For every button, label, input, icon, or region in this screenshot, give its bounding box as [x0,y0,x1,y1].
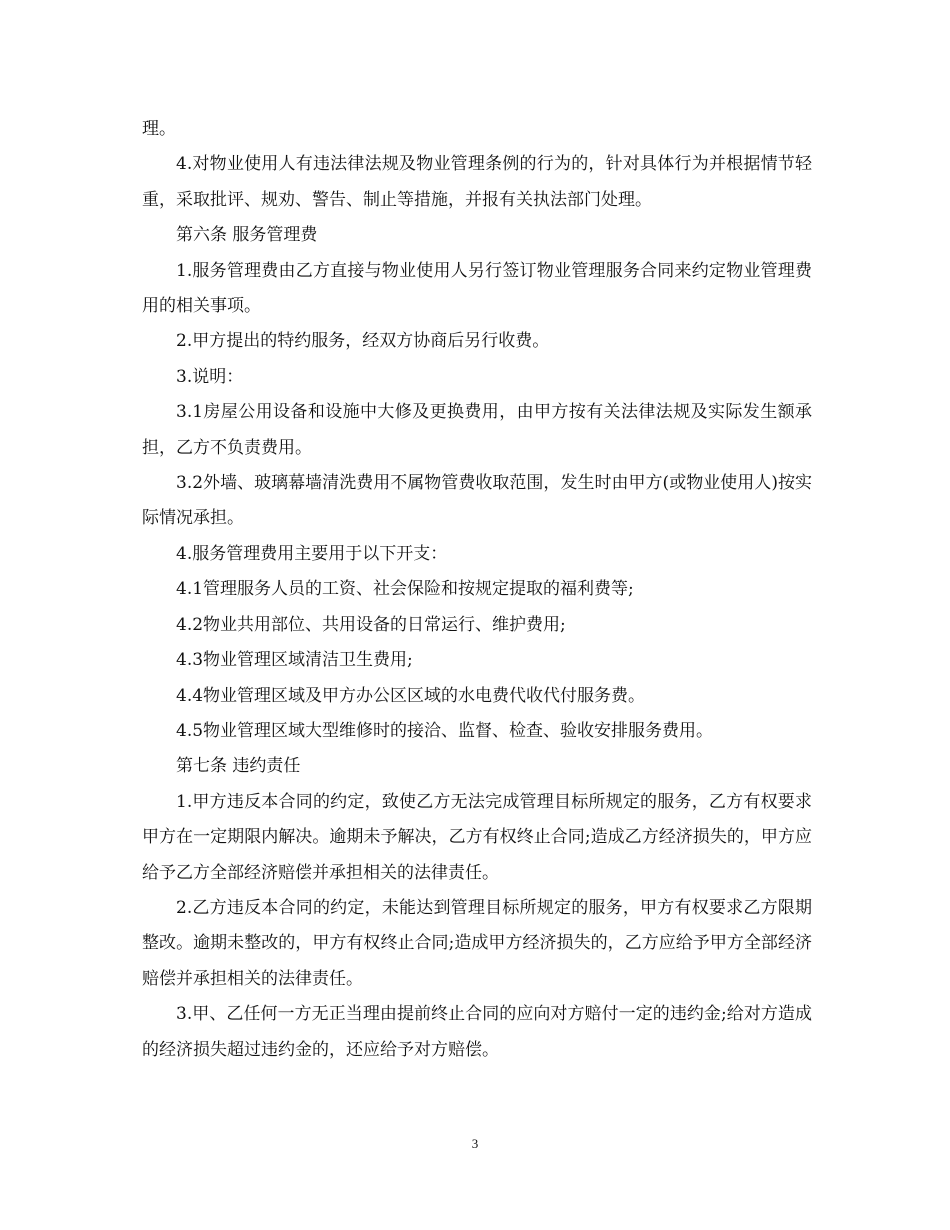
section-heading-article-7: 第七条 违约责任 [176,756,301,777]
paragraph-continuation: 理。 [142,119,176,139]
document-body [142,112,812,1068]
section-heading-article-6: 第六条 服务管理费 [176,225,318,246]
paragraph-clause-6-4: 4.服务管理费用主要用于以下开支： [176,543,448,564]
paragraph-clause-6-4-2: 4.2物业共用部位、共用设备的日常运行、维护费用; [176,614,566,635]
paragraph-clause-6-4-4: 4.4物业管理区域及甲方办公区区域的水电费代收代付服务费。 [176,685,646,706]
paragraph-clause-6-3: 3.说明： [176,366,244,387]
paragraph-clause-6-3-1: 3.1房屋公用设备和设施中大修及更换费用，由甲方按有关法律法规及实际发生额承担，乙方不负责费用。 [142,402,812,458]
paragraph-clause-6-1: 1.服务管理费由乙方直接与物业使用人另行签订物业管理服务合同来约定物业管理费用的相关事项。 [142,260,812,317]
paragraph-clause-7-1: 1.甲方违反本合同的约定，致使乙方无法完成管理目标所规定的服务，乙方有权要求甲方在一定期限内解决。逾期未予解决，乙方有权终止合同;造成乙方经济损失的，甲方应给予乙方全部经济赔偿并承担相关的法律责任。 [142,791,812,883]
paragraph-clause-7-2: 2.乙方违反本合同的约定，未能达到管理目标所规定的服务，甲方有权要求乙方限期整改。逾期未整改的，甲方有权终止合同;造成甲方经济损失的，乙方应给予甲方全部经济赔偿并承担相关的法律责任。 [142,897,812,989]
paragraph-clause-7-3: 3.甲、乙任何一方无正当理由提前终止合同的应向对方赔付一定的违约金;给对方造成的经济损失超过违约金的，还应给予对方赔偿。 [142,1004,812,1060]
paragraph-clause-6-4-1: 4.1管理服务人员的工资、社会保险和按规定提取的福利费等; [176,579,634,600]
paragraph-clause-6-3-2: 3.2外墙、玻璃幕墙清洗费用不属物管费收取范围，发生时由甲方(或物业使用人)按实际情况承担。 [142,473,812,529]
paragraph-clause-6-4-5: 4.5物业管理区域大型维修时的接洽、监督、检查、验收安排服务费用。 [176,720,714,741]
paragraph-clause-6-2: 2.甲方提出的特约服务，经双方协商后另行收费。 [176,331,550,352]
paragraph-clause-5-4: 4.对物业使用人有违法律法规及物业管理条例的行为的，针对具体行为并根据情节轻重，采取批评、规劝、警告、制止等措施，并报有关执法部门处理。 [142,154,812,210]
page-number: 3 [471,1136,479,1151]
paragraph-clause-6-4-3: 4.3物业管理区域清洁卫生费用; [176,650,413,671]
